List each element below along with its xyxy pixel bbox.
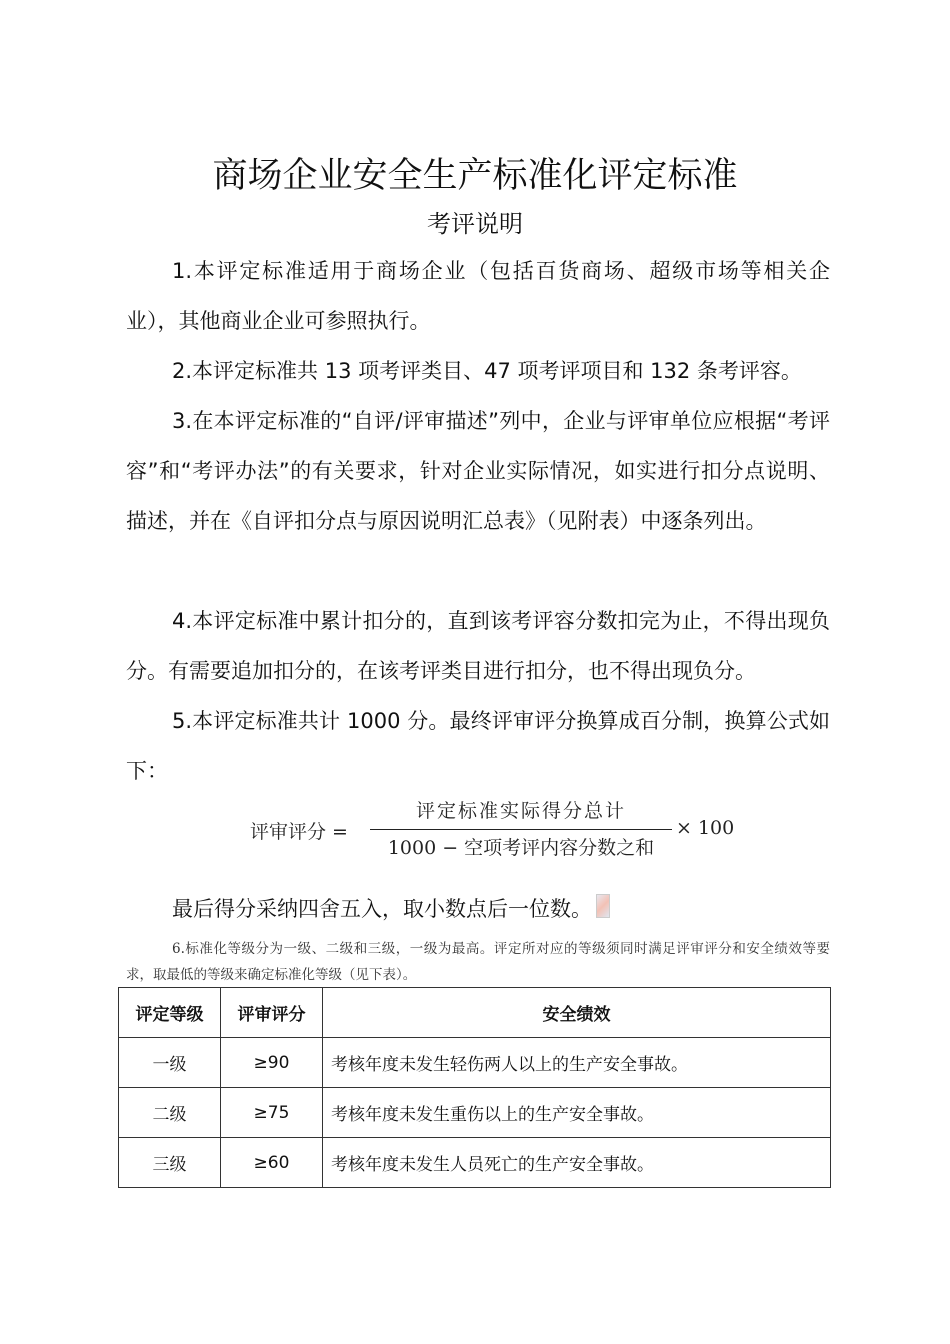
- paragraph-3: [126, 396, 830, 546]
- score-formula: [250, 795, 750, 870]
- paragraph-5: [126, 696, 830, 796]
- paragraph-3-text: 3.在本评定标准的“自评/评审描述”列中，企业与评审单位应根据“考评容”和“考评办法”的有关要求，针对企业实际情况，如实进行扣分点说明、描述，并在《自评扣分点与原因说明汇总表》（见附表）中逐条列出。: [126, 409, 830, 533]
- cell-score: ≥75: [221, 1088, 323, 1138]
- cell-score: ≥90: [221, 1038, 323, 1088]
- cell-performance: 考核年度未发生轻伤两人以上的生产安全事故。: [323, 1038, 831, 1088]
- paragraph-4: [126, 596, 830, 696]
- table-row: [119, 1038, 831, 1088]
- rounding-rule: [172, 893, 610, 923]
- rounding-text: 最后得分采纳四舍五入，取小数点后一位数。: [172, 897, 592, 921]
- document-title: 商场企业安全生产标准化评定标准: [212, 156, 738, 196]
- header-performance: 安全绩效: [323, 988, 831, 1038]
- embedded-image-icon: [596, 894, 610, 918]
- grade-note: 6.标准化等级分为一级、二级和三级，一级为最高。评定所对应的等级须同时满足评审评分和安全绩效等要求，取最低的等级来确定标准化等级（见下表）。: [126, 941, 830, 983]
- header-grade: 评定等级: [119, 988, 221, 1038]
- formula-denominator: 1000 − 空项考评内容分数之和: [387, 837, 655, 859]
- cell-grade: 三级: [119, 1138, 221, 1188]
- formula-fraction: [370, 795, 672, 864]
- table-row: [119, 1088, 831, 1138]
- fraction-bar: [370, 829, 672, 830]
- cell-grade: 一级: [119, 1038, 221, 1088]
- table-header-row: [119, 988, 831, 1038]
- paragraph-1: [126, 246, 830, 346]
- cell-performance: 考核年度未发生重伤以上的生产安全事故。: [323, 1088, 831, 1138]
- header-score: 评审评分: [221, 988, 323, 1038]
- document-subtitle: 考评说明: [427, 210, 523, 238]
- grade-table: [118, 987, 831, 1188]
- formula-rhs: × 100: [676, 817, 735, 839]
- cell-performance: 考核年度未发生人员死亡的生产安全事故。: [323, 1138, 831, 1188]
- table-row: [119, 1138, 831, 1188]
- paragraph-2: [126, 346, 830, 396]
- formula-lhs: 评审评分 =: [250, 821, 348, 843]
- paragraph-2-text: 2.本评定标准共 13 项考评类目、47 项考评项目和 132 条考评容。: [172, 359, 802, 383]
- paragraph-5-text: 5.本评定标准共计 1000 分。最终评审评分换算成百分制，换算公式如下：: [126, 709, 830, 783]
- paragraph-1-text: 1.本评定标准适用于商场企业（包括百货商场、超级市场等相关企业），其他商业企业可参照执行。: [126, 259, 830, 333]
- cell-grade: 二级: [119, 1088, 221, 1138]
- formula-numerator: 评定标准实际得分总计: [415, 800, 626, 822]
- paragraph-4-text: 4.本评定标准中累计扣分的，直到该考评容分数扣完为止，不得出现负分。有需要追加扣分的，在该考评类目进行扣分，也不得出现负分。: [126, 609, 830, 683]
- cell-score: ≥60: [221, 1138, 323, 1188]
